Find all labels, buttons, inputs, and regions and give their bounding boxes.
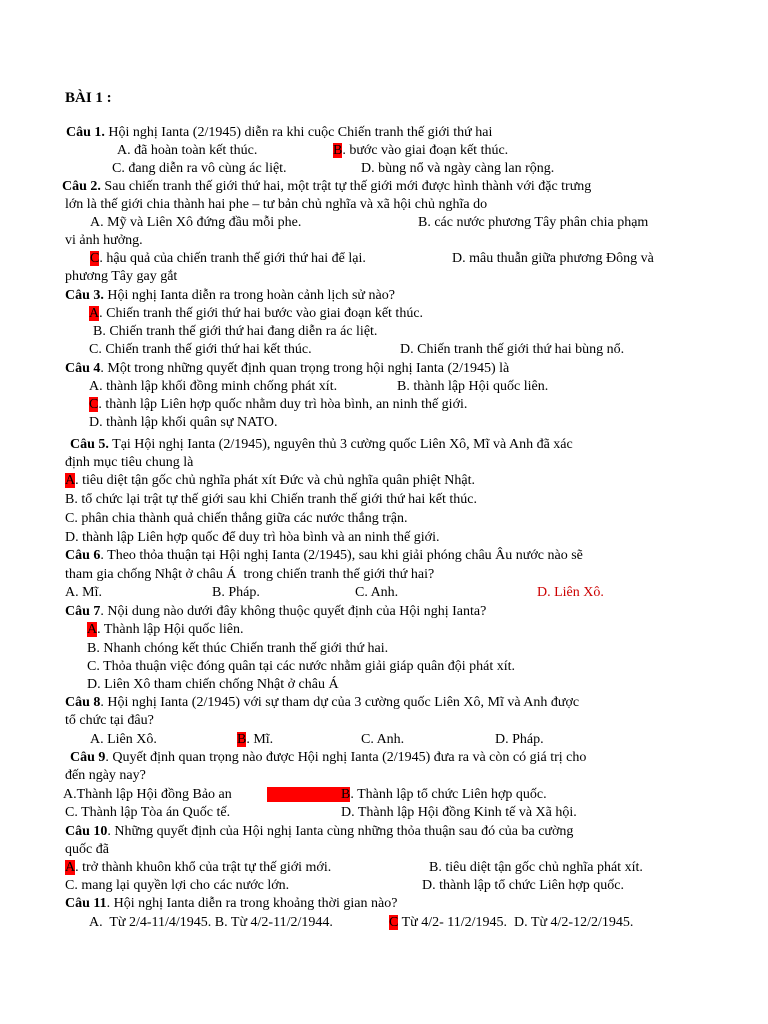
question-text: . Nội dung nào dưới đây không thuộc quyết định của Hội nghị Ianta?	[100, 604, 487, 619]
answer-text: . tiêu diệt tận gốc chủ nghĩa phát xít Đức và chủ nghĩa quân phiệt Nhật.	[75, 473, 475, 488]
answer-a: A. đã hoàn toàn kết thúc.	[117, 143, 258, 158]
question-text: . Quyết định quan trọng nào được Hội nghị Ianta (2/1945) đưa ra và còn có giá trị cho	[105, 750, 587, 765]
answer-b: B. thành lập Hội quốc liên.	[397, 379, 549, 394]
answer-d: D. thành lập tổ chức Liên hợp quốc.	[422, 878, 624, 893]
answer-d: D. thành lập Liên hợp quốc để duy trì hòa bình và an ninh thế giới.	[65, 530, 440, 545]
question-11	[65, 895, 397, 912]
question-2	[62, 178, 591, 195]
answer-c	[89, 396, 467, 413]
answer-c: C. phân chia thành quả chiến thắng giữa các nước thắng trận.	[65, 511, 408, 526]
question-text: . Theo thỏa thuận tại Hội nghị Ianta (2/1945), sau khi giải phóng châu Âu nước nào sẽ	[100, 548, 583, 563]
question-number: Câu 11	[65, 896, 107, 911]
answer-a: A. thành lập khối đồng minh chống phát xít.	[89, 379, 338, 394]
highlight-mark	[267, 787, 343, 802]
answer-d: D. thành lập khối quân sự NATO.	[89, 415, 278, 430]
question-text: Hội nghị Ianta (2/1945) diễn ra khi cuộc Chiến tranh thế giới thứ hai	[104, 125, 493, 140]
question-text: Tại Hội nghị Ianta (2/1945), nguyên thủ 3 cường quốc Liên Xô, Mĩ và Anh đã xác	[108, 437, 573, 452]
answer-b	[333, 142, 508, 159]
answer-text: . Mĩ.	[246, 732, 274, 747]
question-number: Câu 9	[70, 750, 106, 765]
answer-text: . Thành lập Hội quốc liên.	[97, 622, 244, 637]
question-3	[65, 287, 395, 304]
answer-c: C. Anh.	[361, 732, 405, 747]
highlighted-answer-letter: B	[341, 787, 351, 802]
highlighted-answer-letter: C	[90, 251, 100, 266]
answer-b: B. tiêu diệt tận gốc chủ nghĩa phát xít.	[429, 860, 643, 875]
answer-c: C. Thỏa thuận việc đóng quân tại các nước nhằm giải giáp quân đội phát xít.	[87, 659, 516, 674]
highlighted-answer-letter: B	[333, 143, 343, 158]
answer-b: B. Chiến tranh thế giới thứ hai đang diễn ra ác liệt.	[93, 324, 378, 339]
question-text-cont: định mục tiêu chung là	[65, 455, 194, 470]
question-number: Câu 7	[65, 604, 101, 619]
highlighted-answer-letter: A	[89, 306, 100, 321]
question-6	[65, 547, 583, 564]
answer-text: . hậu quả của chiến tranh thế giới thứ hai để lại.	[99, 251, 366, 266]
question-text-cont: tổ chức tại đâu?	[65, 713, 154, 728]
question-number: Câu 1.	[66, 125, 105, 140]
answer-a	[65, 859, 331, 876]
question-8	[65, 694, 579, 711]
answers-a-b: A. Từ 2/4-11/4/1945. B. Từ 4/2-11/2/1944.	[89, 915, 333, 930]
question-1	[66, 124, 492, 141]
question-number: Câu 8	[65, 695, 101, 710]
answer-b: B. Pháp.	[212, 585, 260, 600]
answer-c	[90, 250, 366, 267]
question-4	[65, 360, 509, 377]
question-10	[65, 823, 573, 840]
highlighted-answer-letter: A	[87, 622, 98, 637]
answer-b	[341, 786, 547, 803]
answer-b: B. tổ chức lại trật tự thế giới sau khi Chiến tranh thế giới thứ hai kết thúc.	[65, 492, 477, 507]
answer-b-cont: vi ảnh hưởng.	[65, 233, 143, 248]
question-7	[65, 603, 486, 620]
question-text-cont: lớn là thế giới chia thành hai phe – tư bản chủ nghĩa và xã hội chủ nghĩa do	[65, 197, 488, 212]
question-number: Câu 10	[65, 824, 108, 839]
question-number: Câu 5.	[70, 437, 109, 452]
answer-d: D. Liên Xô tham chiến chống Nhật ở châu Á	[87, 677, 339, 692]
answer-c: C. Chiến tranh thế giới thứ hai kết thúc.	[89, 342, 312, 357]
answers-c-d	[389, 914, 633, 931]
answer-d: D. mâu thuẫn giữa phương Đông và	[452, 251, 654, 266]
answer-d: D. bùng nổ và ngày càng lan rộng.	[361, 161, 555, 176]
answer-text: Từ 4/2- 11/2/1945. D. Từ 4/2-12/2/1945.	[398, 915, 634, 930]
answer-a: A. Liên Xô.	[90, 732, 157, 747]
answer-text: . bước vào giai đoạn kết thúc.	[342, 143, 509, 158]
answer-text: . trở thành khuôn khổ của trật tự thế giới mới.	[75, 860, 332, 875]
answer-text: . thành lập Liên hợp quốc nhằm duy trì hòa bình, an ninh thế giới.	[98, 397, 468, 412]
answer-d: D. Pháp.	[495, 732, 544, 747]
question-number: Câu 3.	[65, 288, 104, 303]
question-number: Câu 4	[65, 361, 101, 376]
question-number: Câu 6	[65, 548, 101, 563]
highlighted-answer-letter: A	[65, 473, 76, 488]
page-title: BÀI 1 :	[65, 90, 112, 106]
answer-d: D. Chiến tranh thế giới thứ hai bùng nổ.	[400, 342, 625, 357]
answer-a: A.Thành lập Hội đồng Bảo an	[63, 787, 232, 802]
answer-c: C. Anh.	[355, 585, 399, 600]
question-text: . Hội nghị Ianta (2/1945) với sự tham dự của 3 cường quốc Liên Xô, Mĩ và Anh được	[100, 695, 580, 710]
question-text: Hội nghị Ianta diễn ra trong hoàn cảnh lịch sử nào?	[103, 288, 395, 303]
answer-a	[65, 472, 475, 489]
answer-b: B. các nước phương Tây phân chia phạm	[418, 215, 649, 230]
answer-d: D. Liên Xô.	[537, 585, 604, 600]
question-9	[70, 749, 586, 766]
highlighted-answer-letter: B	[237, 732, 247, 747]
answer-b	[237, 731, 273, 748]
highlighted-answer-letter: C	[389, 915, 399, 930]
answer-d: D. Thành lập Hội đồng Kinh tế và Xã hội.	[341, 805, 577, 820]
highlighted-answer-letter: C	[89, 397, 99, 412]
answer-text: . Thành lập tổ chức Liên hợp quốc.	[350, 787, 547, 802]
answer-text: . Chiến tranh thế giới thứ hai bước vào giai đoạn kết thúc.	[99, 306, 424, 321]
question-text: . Hội nghị Ianta diễn ra trong khoảng thời gian nào?	[106, 896, 398, 911]
question-text-cont: tham gia chống Nhật ở châu Á trong chiến tranh thế giới thứ hai?	[65, 567, 435, 582]
answer-a: A. Mĩ.	[65, 585, 102, 600]
answer-b: B. Nhanh chóng kết thúc Chiến tranh thế giới thứ hai.	[87, 641, 389, 656]
question-number: Câu 2.	[62, 179, 101, 194]
answer-c: C. mang lại quyền lợi cho các nước lớn.	[65, 878, 290, 893]
question-5	[70, 436, 573, 453]
answer-a	[89, 305, 423, 322]
question-text-cont: đến ngày nay?	[65, 768, 146, 783]
question-text-cont: quốc đã	[65, 842, 109, 857]
answer-a	[87, 621, 243, 638]
question-text: Sau chiến tranh thế giới thứ hai, một trật tự thế giới mới được hình thành với đặc trưng	[100, 179, 592, 194]
highlighted-answer-letter: A	[65, 860, 76, 875]
question-text: . Những quyết định của Hội nghị Ianta cùng những thỏa thuận sau đó của ba cường	[107, 824, 574, 839]
answer-d-cont: phương Tây gay gắt	[65, 269, 178, 284]
answer-c: C. đang diễn ra vô cùng ác liệt.	[112, 161, 287, 176]
question-text: . Một trong những quyết định quan trọng trong hội nghị Ianta (2/1945) là	[100, 361, 510, 376]
answer-a: A. Mỹ và Liên Xô đứng đầu mỗi phe.	[90, 215, 302, 230]
answer-c: C. Thành lập Tòa án Quốc tế.	[65, 805, 231, 820]
